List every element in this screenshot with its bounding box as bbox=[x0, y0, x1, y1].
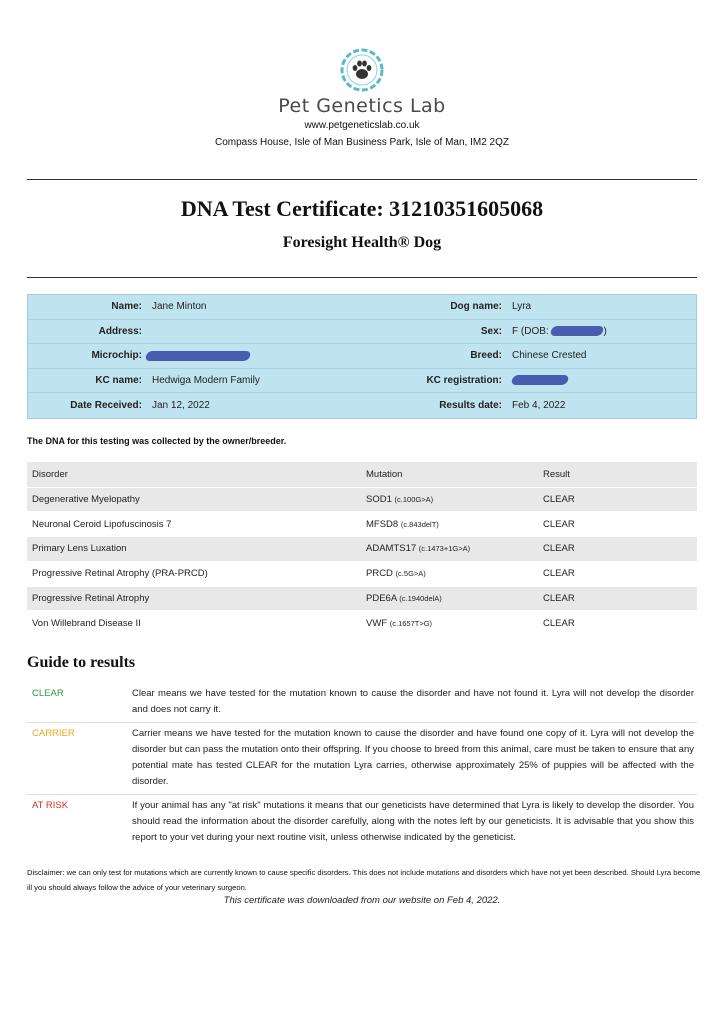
breed-value: Chinese Crested bbox=[512, 350, 587, 362]
disorder-cell: Neuronal Ceroid Lipofuscinosis 7 bbox=[27, 512, 361, 537]
name-value: Jane Minton bbox=[152, 301, 207, 313]
guide-term-at-risk: AT RISK bbox=[32, 800, 69, 811]
results-date-label: Results date: bbox=[439, 400, 502, 412]
table-row bbox=[27, 487, 697, 512]
mutation-cell bbox=[361, 611, 538, 636]
result-cell: CLEAR bbox=[538, 586, 697, 611]
table-row bbox=[27, 537, 697, 562]
gene-name: SOD1 bbox=[366, 493, 392, 505]
gene-name: ADAMTS17 bbox=[366, 543, 417, 555]
gene-name: VWF bbox=[366, 618, 388, 630]
guide-row-at-risk bbox=[27, 795, 697, 850]
gene-name: MFSD8 bbox=[366, 518, 399, 530]
disclaimer: Disclaimer: we can only test for mutations which are currently known to cause specific disorders. This does not include mutations and disorders which have not yet been described. Should Lyra become ill you should always follow the advice of your veterinary surgeon. bbox=[27, 868, 701, 892]
certificate-subtitle: Foresight Health® Dog bbox=[282, 234, 442, 251]
dog-name-value: Lyra bbox=[512, 301, 532, 313]
top-divider bbox=[27, 179, 697, 180]
result-cell: CLEAR bbox=[538, 611, 697, 636]
sex-value-prefix: F (DOB: bbox=[512, 325, 549, 337]
variant-notation: (c.1473+1G>A) bbox=[418, 544, 471, 554]
microchip-value bbox=[148, 350, 368, 361]
download-note: This certificate was downloaded from our website on Feb 4, 2022. bbox=[223, 895, 501, 906]
info-row-kc-name bbox=[28, 369, 696, 394]
info-row-name bbox=[28, 295, 696, 320]
info-row-microchip bbox=[28, 344, 696, 369]
mutation-cell bbox=[361, 537, 538, 562]
letterhead bbox=[0, 48, 724, 148]
disorder-cell: Progressive Retinal Atrophy (PRA-PRCD) bbox=[27, 561, 361, 586]
info-row-address bbox=[28, 320, 696, 345]
sex-value bbox=[508, 326, 696, 337]
guide-row-clear bbox=[27, 683, 697, 723]
table-row bbox=[27, 586, 697, 611]
title-divider bbox=[27, 277, 697, 278]
guide-desc-carrier: Carrier means we have tested for the mutation known to cause the disorder and have found one copy of it. Lyra will not develop the disorder but can pass the mutation onto their offspring. If you choose to breed from this animal, care must be taken to ensure that any potential mate has tested CLEAR for the mutation Lyra carries, otherwise approximately 25% of puppies will be affected with the disorder. bbox=[132, 728, 694, 787]
variant-notation: (c.1940delA) bbox=[399, 594, 442, 604]
guide-desc-clear: Clear means we have tested for the mutation known to cause the disorder and have not found it. Lyra will not develop the disorder and does not carry it. bbox=[132, 688, 694, 715]
kc-registration-label: KC registration: bbox=[426, 375, 502, 387]
disorder-cell: Progressive Retinal Atrophy bbox=[27, 586, 361, 611]
paw-print-icon bbox=[340, 48, 384, 92]
sex-value-suffix: ) bbox=[603, 325, 607, 337]
variant-notation: (c.100G>A) bbox=[394, 494, 434, 504]
result-cell: CLEAR bbox=[538, 512, 697, 537]
date-received-label: Date Received: bbox=[70, 400, 142, 412]
microchip-label: Microchip: bbox=[91, 350, 142, 362]
guide-row-carrier bbox=[27, 723, 697, 795]
mutation-cell bbox=[361, 586, 538, 611]
address-label: Address: bbox=[98, 325, 142, 337]
website-url[interactable]: www.petgeneticslab.co.uk bbox=[304, 120, 420, 131]
dog-name-label: Dog name: bbox=[450, 301, 502, 313]
header-result: Result bbox=[538, 462, 697, 487]
results-date-value: Feb 4, 2022 bbox=[512, 400, 566, 412]
table-row bbox=[27, 611, 697, 636]
variant-notation: (c.5G>A) bbox=[395, 569, 426, 579]
guide-desc-at-risk: If your animal has any "at risk" mutations it means that our geneticists have determined that Lyra is likely to develop the disorder. You should read the information about the disorder carefully, along with the notes left by our geneticists. It is advisable that you show this report to your vet during your next routine visit, unless otherwise indicated by the geneticist. bbox=[132, 800, 694, 843]
lab-address: Compass House, Isle of Man Business Park, Isle of Man, IM2 2QZ bbox=[214, 137, 509, 148]
results-header-row bbox=[27, 462, 697, 487]
header-mutation: Mutation bbox=[361, 462, 538, 487]
certificate-title: DNA Test Certificate: 31210351605068 bbox=[180, 196, 544, 221]
table-row bbox=[27, 561, 697, 586]
guide-term-carrier: CARRIER bbox=[32, 728, 75, 739]
guide-to-results bbox=[27, 683, 697, 850]
disorder-cell: Primary Lens Luxation bbox=[27, 537, 361, 562]
kc-name-value: Hedwiga Modern Family bbox=[152, 375, 260, 387]
info-row-dates bbox=[28, 393, 696, 418]
header-disorder: Disorder bbox=[27, 462, 361, 487]
guide-heading: Guide to results bbox=[27, 654, 136, 671]
owner-dog-info-panel bbox=[27, 294, 697, 419]
mutation-cell bbox=[361, 561, 538, 586]
collection-note: The DNA for this testing was collected by the owner/breeder. bbox=[27, 436, 287, 446]
kc-registration-redaction bbox=[511, 375, 570, 385]
results-table bbox=[27, 462, 697, 636]
breed-label: Breed: bbox=[470, 350, 502, 362]
gene-name: PRCD bbox=[366, 568, 393, 580]
mutation-cell bbox=[361, 487, 538, 512]
variant-notation: (c.1657T>G) bbox=[389, 619, 433, 629]
name-label: Name: bbox=[111, 301, 142, 313]
dob-redaction bbox=[550, 326, 605, 336]
kc-registration-value bbox=[508, 375, 696, 386]
date-received-value: Jan 12, 2022 bbox=[152, 400, 210, 412]
results-body bbox=[27, 487, 697, 636]
disorder-cell: Von Willebrand Disease II bbox=[27, 611, 361, 636]
mutation-cell bbox=[361, 512, 538, 537]
guide-term-clear: CLEAR bbox=[32, 688, 64, 699]
result-cell: CLEAR bbox=[538, 487, 697, 512]
table-row bbox=[27, 512, 697, 537]
sex-label: Sex: bbox=[480, 325, 502, 337]
result-cell: CLEAR bbox=[538, 561, 697, 586]
kc-name-label: KC name: bbox=[95, 375, 142, 387]
result-cell: CLEAR bbox=[538, 537, 697, 562]
variant-notation: (c.843delT) bbox=[400, 519, 439, 529]
brand-name: Pet Genetics Lab bbox=[278, 95, 446, 117]
disorder-cell: Degenerative Myelopathy bbox=[27, 487, 361, 512]
microchip-redaction bbox=[145, 351, 252, 361]
gene-name: PDE6A bbox=[366, 593, 397, 605]
